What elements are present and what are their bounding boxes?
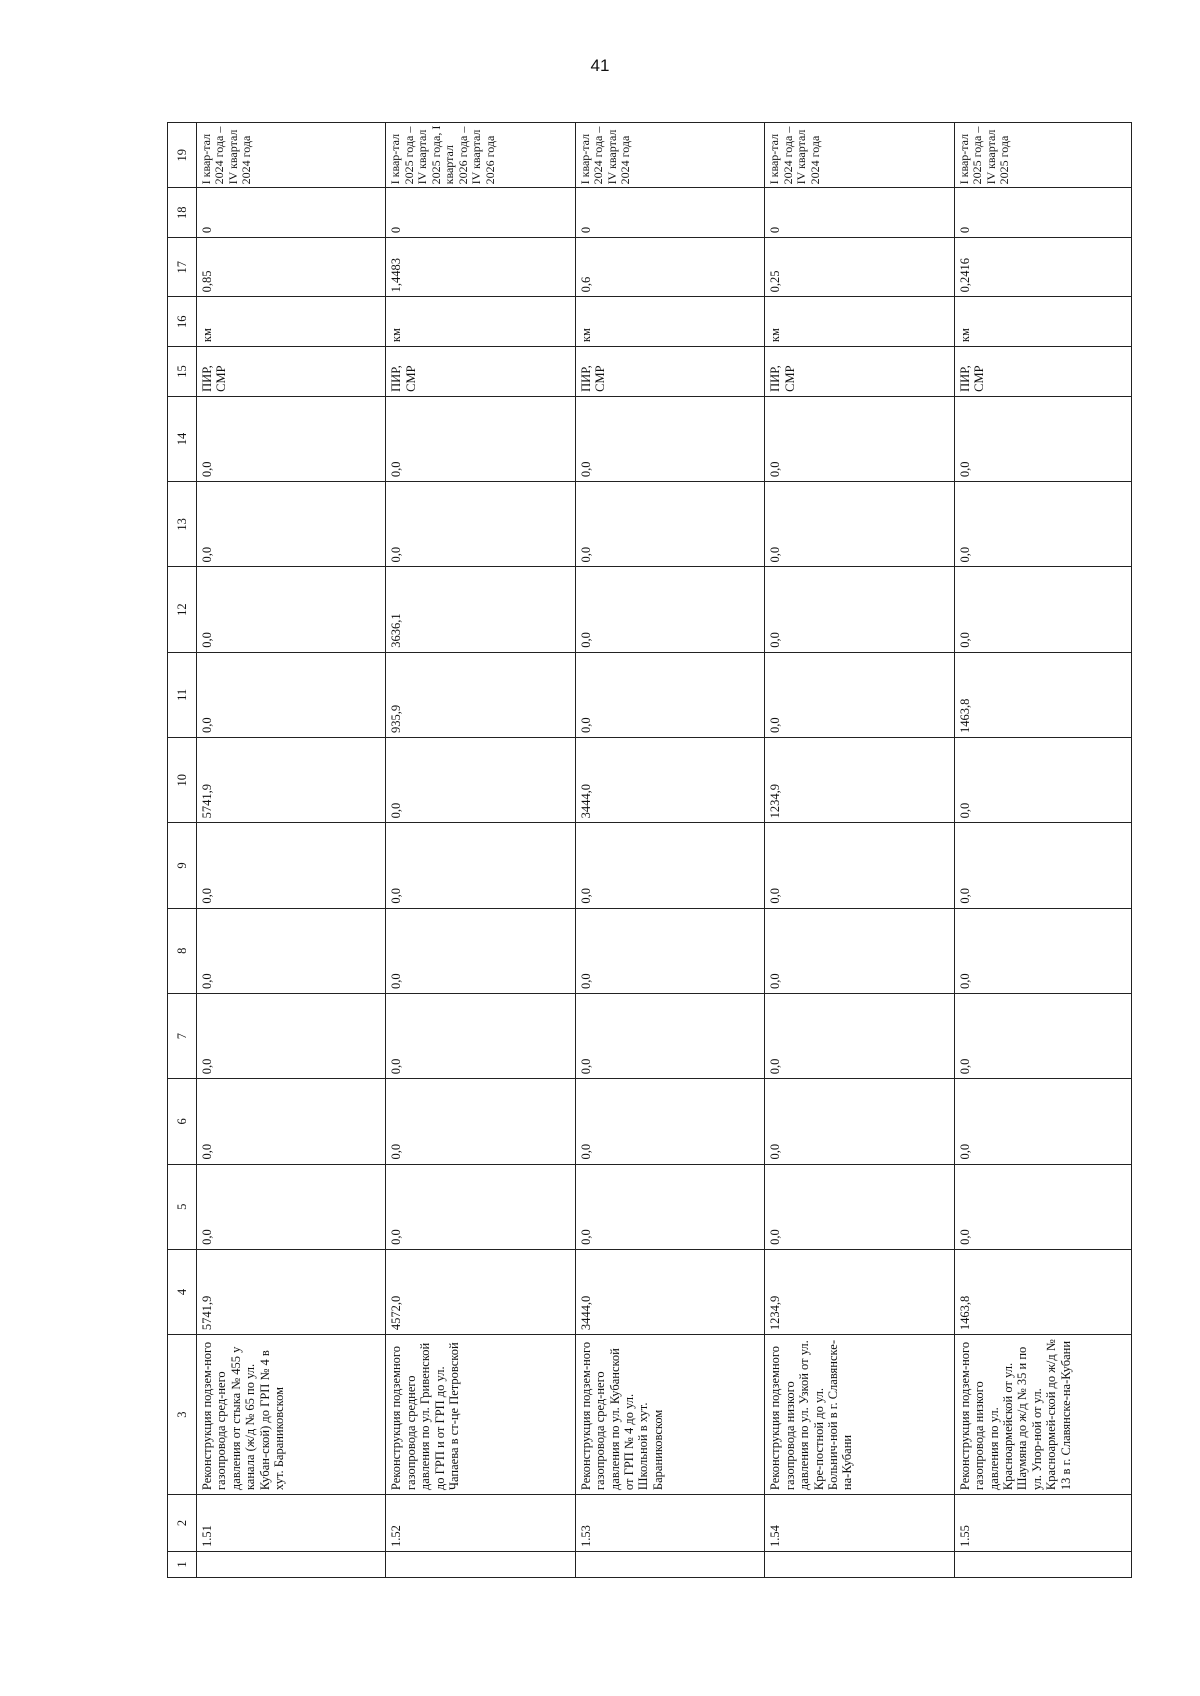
- cell-col-11: 0,0: [197, 652, 386, 737]
- col-header-9: 9: [168, 823, 197, 908]
- cell-col-8: 0,0: [197, 908, 386, 993]
- cell-col-13: 0,0: [954, 482, 1131, 567]
- cell-item-number: 1.54: [765, 1495, 954, 1552]
- cell-length: 1,4483: [386, 238, 575, 297]
- cell-period: I квар-тал 2024 года – IV квартал 2024 года: [765, 123, 954, 188]
- cell-item-number: 1.55: [954, 1495, 1131, 1552]
- cell-col-12: 0,0: [575, 567, 764, 652]
- col-header-5: 5: [168, 1164, 197, 1249]
- cell-col-7: 0,0: [954, 993, 1131, 1078]
- cell-col-6: 0,0: [765, 1079, 954, 1164]
- cell-col-9: 0,0: [765, 823, 954, 908]
- cell-period: I квар-тал 2025 года – IV квартал 2025 года, I квартал 2026 года – IV квартал 2026 года: [386, 123, 575, 188]
- cell-col-18: 0: [765, 188, 954, 238]
- cell-item-number: 1.52: [386, 1495, 575, 1552]
- cell-col-7: 0,0: [386, 993, 575, 1078]
- cell-col-14: 0,0: [386, 396, 575, 481]
- cell-col-18: 0: [575, 188, 764, 238]
- cell-col-4: 1234,9: [765, 1249, 954, 1334]
- table-row: [954, 123, 1131, 1578]
- cell-col-6: 0,0: [954, 1079, 1131, 1164]
- cell-col-12: 3636,1: [386, 567, 575, 652]
- cell-length: 0,25: [765, 238, 954, 297]
- cell-object-name: Реконструкция подзем-ного газопровода сред-него давления от стыка № 455 у канала (ж/д № 65 по ул. Кубан-ской) до ГРП № 4 в хут. Бараниковском: [197, 1335, 386, 1495]
- cell-col-14: 0,0: [954, 396, 1131, 481]
- cell-object-name: Реконструкция подземного газопровода низкого давления по ул. Узкой от ул. Кре-постной до ул. Больнич-ной в г. Славянске-на-Кубани: [765, 1335, 954, 1495]
- cell-col-13: 0,0: [575, 482, 764, 567]
- cell-col-4: 3444,0: [575, 1249, 764, 1334]
- cell-period: I квар-тал 2024 года – IV квартал 2024 года: [197, 123, 386, 188]
- cell-col-14: 0,0: [765, 396, 954, 481]
- cell-work-type: ПИР, СМР: [386, 347, 575, 397]
- cell-col-1: [386, 1551, 575, 1577]
- rotated-table-container: [167, 122, 1132, 1578]
- cell-col-1: [575, 1551, 764, 1577]
- table-row: [765, 123, 954, 1578]
- cell-col-6: 0,0: [386, 1079, 575, 1164]
- cell-col-10: 3444,0: [575, 738, 764, 823]
- cell-col-1: [765, 1551, 954, 1577]
- cell-unit: км: [954, 297, 1131, 347]
- cell-length: 0,85: [197, 238, 386, 297]
- col-header-6: 6: [168, 1079, 197, 1164]
- cell-col-18: 0: [386, 188, 575, 238]
- cell-object-name: Реконструкция подзем-ного газопровода сред-него давления по ул. Кубанской от ГРП № 4 до ул. Школьной в хут. Бараниковском: [575, 1335, 764, 1495]
- table-row: [197, 123, 386, 1578]
- col-header-15: 15: [168, 347, 197, 397]
- cell-col-10: 1234,9: [765, 738, 954, 823]
- cell-col-9: 0,0: [575, 823, 764, 908]
- col-header-3: 3: [168, 1335, 197, 1495]
- col-header-4: 4: [168, 1249, 197, 1334]
- cell-object-name: Реконструкция подземного газопровода среднего давления по ул. Гривенской до ГРП и от ГРП до ул. Чапаева в ст-це Петровской: [386, 1335, 575, 1495]
- col-header-17: 17: [168, 238, 197, 297]
- cell-col-7: 0,0: [575, 993, 764, 1078]
- cell-length: 0,6: [575, 238, 764, 297]
- cell-period: I квар-тал 2024 года – IV квартал 2024 года: [575, 123, 764, 188]
- cell-unit: км: [197, 297, 386, 347]
- cell-col-8: 0,0: [954, 908, 1131, 993]
- cell-col-5: 0,0: [765, 1164, 954, 1249]
- col-header-8: 8: [168, 908, 197, 993]
- cell-object-name: Реконструкция подзем-ного газопровода низкого давления по ул. Красноармейской от ул. Шаумяна до ж/д № 35 и по ул. Упор-ной от ул. Красноармей-ской до ж/д № 13 в г. Славянске-на-Кубани: [954, 1335, 1131, 1495]
- cell-unit: км: [575, 297, 764, 347]
- cell-col-8: 0,0: [765, 908, 954, 993]
- cell-col-11: 0,0: [575, 652, 764, 737]
- cell-col-11: 1463,8: [954, 652, 1131, 737]
- cell-col-11: 935,9: [386, 652, 575, 737]
- cell-col-9: 0,0: [386, 823, 575, 908]
- col-header-16: 16: [168, 297, 197, 347]
- cell-col-10: 0,0: [386, 738, 575, 823]
- col-header-14: 14: [168, 396, 197, 481]
- cell-unit: км: [765, 297, 954, 347]
- page-number: 41: [590, 56, 610, 75]
- cell-col-1: [954, 1551, 1131, 1577]
- col-header-18: 18: [168, 188, 197, 238]
- cell-col-13: 0,0: [386, 482, 575, 567]
- cell-col-6: 0,0: [197, 1079, 386, 1164]
- cell-item-number: 1.53: [575, 1495, 764, 1552]
- cell-col-1: [197, 1551, 386, 1577]
- cell-col-18: 0: [954, 188, 1131, 238]
- cell-length: 0,2416: [954, 238, 1131, 297]
- col-header-13: 13: [168, 482, 197, 567]
- table-row: [575, 123, 764, 1578]
- cell-item-number: 1.51: [197, 1495, 386, 1552]
- table-row: [386, 123, 575, 1578]
- cell-col-5: 0,0: [386, 1164, 575, 1249]
- cell-col-4: 4572,0: [386, 1249, 575, 1334]
- cell-period: I квар-тал 2025 года – IV квартал 2025 года: [954, 123, 1131, 188]
- cell-work-type: ПИР, СМР: [197, 347, 386, 397]
- cell-col-8: 0,0: [575, 908, 764, 993]
- cell-col-10: 5741,9: [197, 738, 386, 823]
- cell-col-10: 0,0: [954, 738, 1131, 823]
- cell-col-12: 0,0: [197, 567, 386, 652]
- cell-work-type: ПИР, СМР: [575, 347, 764, 397]
- cell-col-12: 0,0: [954, 567, 1131, 652]
- cell-work-type: ПИР, СМР: [765, 347, 954, 397]
- cell-col-18: 0: [197, 188, 386, 238]
- cell-col-6: 0,0: [575, 1079, 764, 1164]
- cell-col-9: 0,0: [197, 823, 386, 908]
- cell-col-9: 0,0: [954, 823, 1131, 908]
- cell-col-13: 0,0: [765, 482, 954, 567]
- col-header-10: 10: [168, 738, 197, 823]
- cell-unit: км: [386, 297, 575, 347]
- investment-program-table: [167, 122, 1132, 1578]
- col-header-1: 1: [168, 1551, 197, 1577]
- cell-col-4: 1463,8: [954, 1249, 1131, 1334]
- col-header-2: 2: [168, 1495, 197, 1552]
- cell-col-5: 0,0: [197, 1164, 386, 1249]
- cell-col-14: 0,0: [197, 396, 386, 481]
- cell-col-5: 0,0: [954, 1164, 1131, 1249]
- cell-work-type: ПИР, СМР: [954, 347, 1131, 397]
- cell-col-13: 0,0: [197, 482, 386, 567]
- cell-col-8: 0,0: [386, 908, 575, 993]
- col-header-19: 19: [168, 123, 197, 188]
- cell-col-7: 0,0: [197, 993, 386, 1078]
- col-header-12: 12: [168, 567, 197, 652]
- table-body: [197, 123, 1132, 1578]
- column-number-row: [168, 123, 197, 1578]
- cell-col-14: 0,0: [575, 396, 764, 481]
- col-header-11: 11: [168, 652, 197, 737]
- cell-col-12: 0,0: [765, 567, 954, 652]
- cell-col-5: 0,0: [575, 1164, 764, 1249]
- cell-col-7: 0,0: [765, 993, 954, 1078]
- cell-col-11: 0,0: [765, 652, 954, 737]
- col-header-7: 7: [168, 993, 197, 1078]
- cell-col-4: 5741,9: [197, 1249, 386, 1334]
